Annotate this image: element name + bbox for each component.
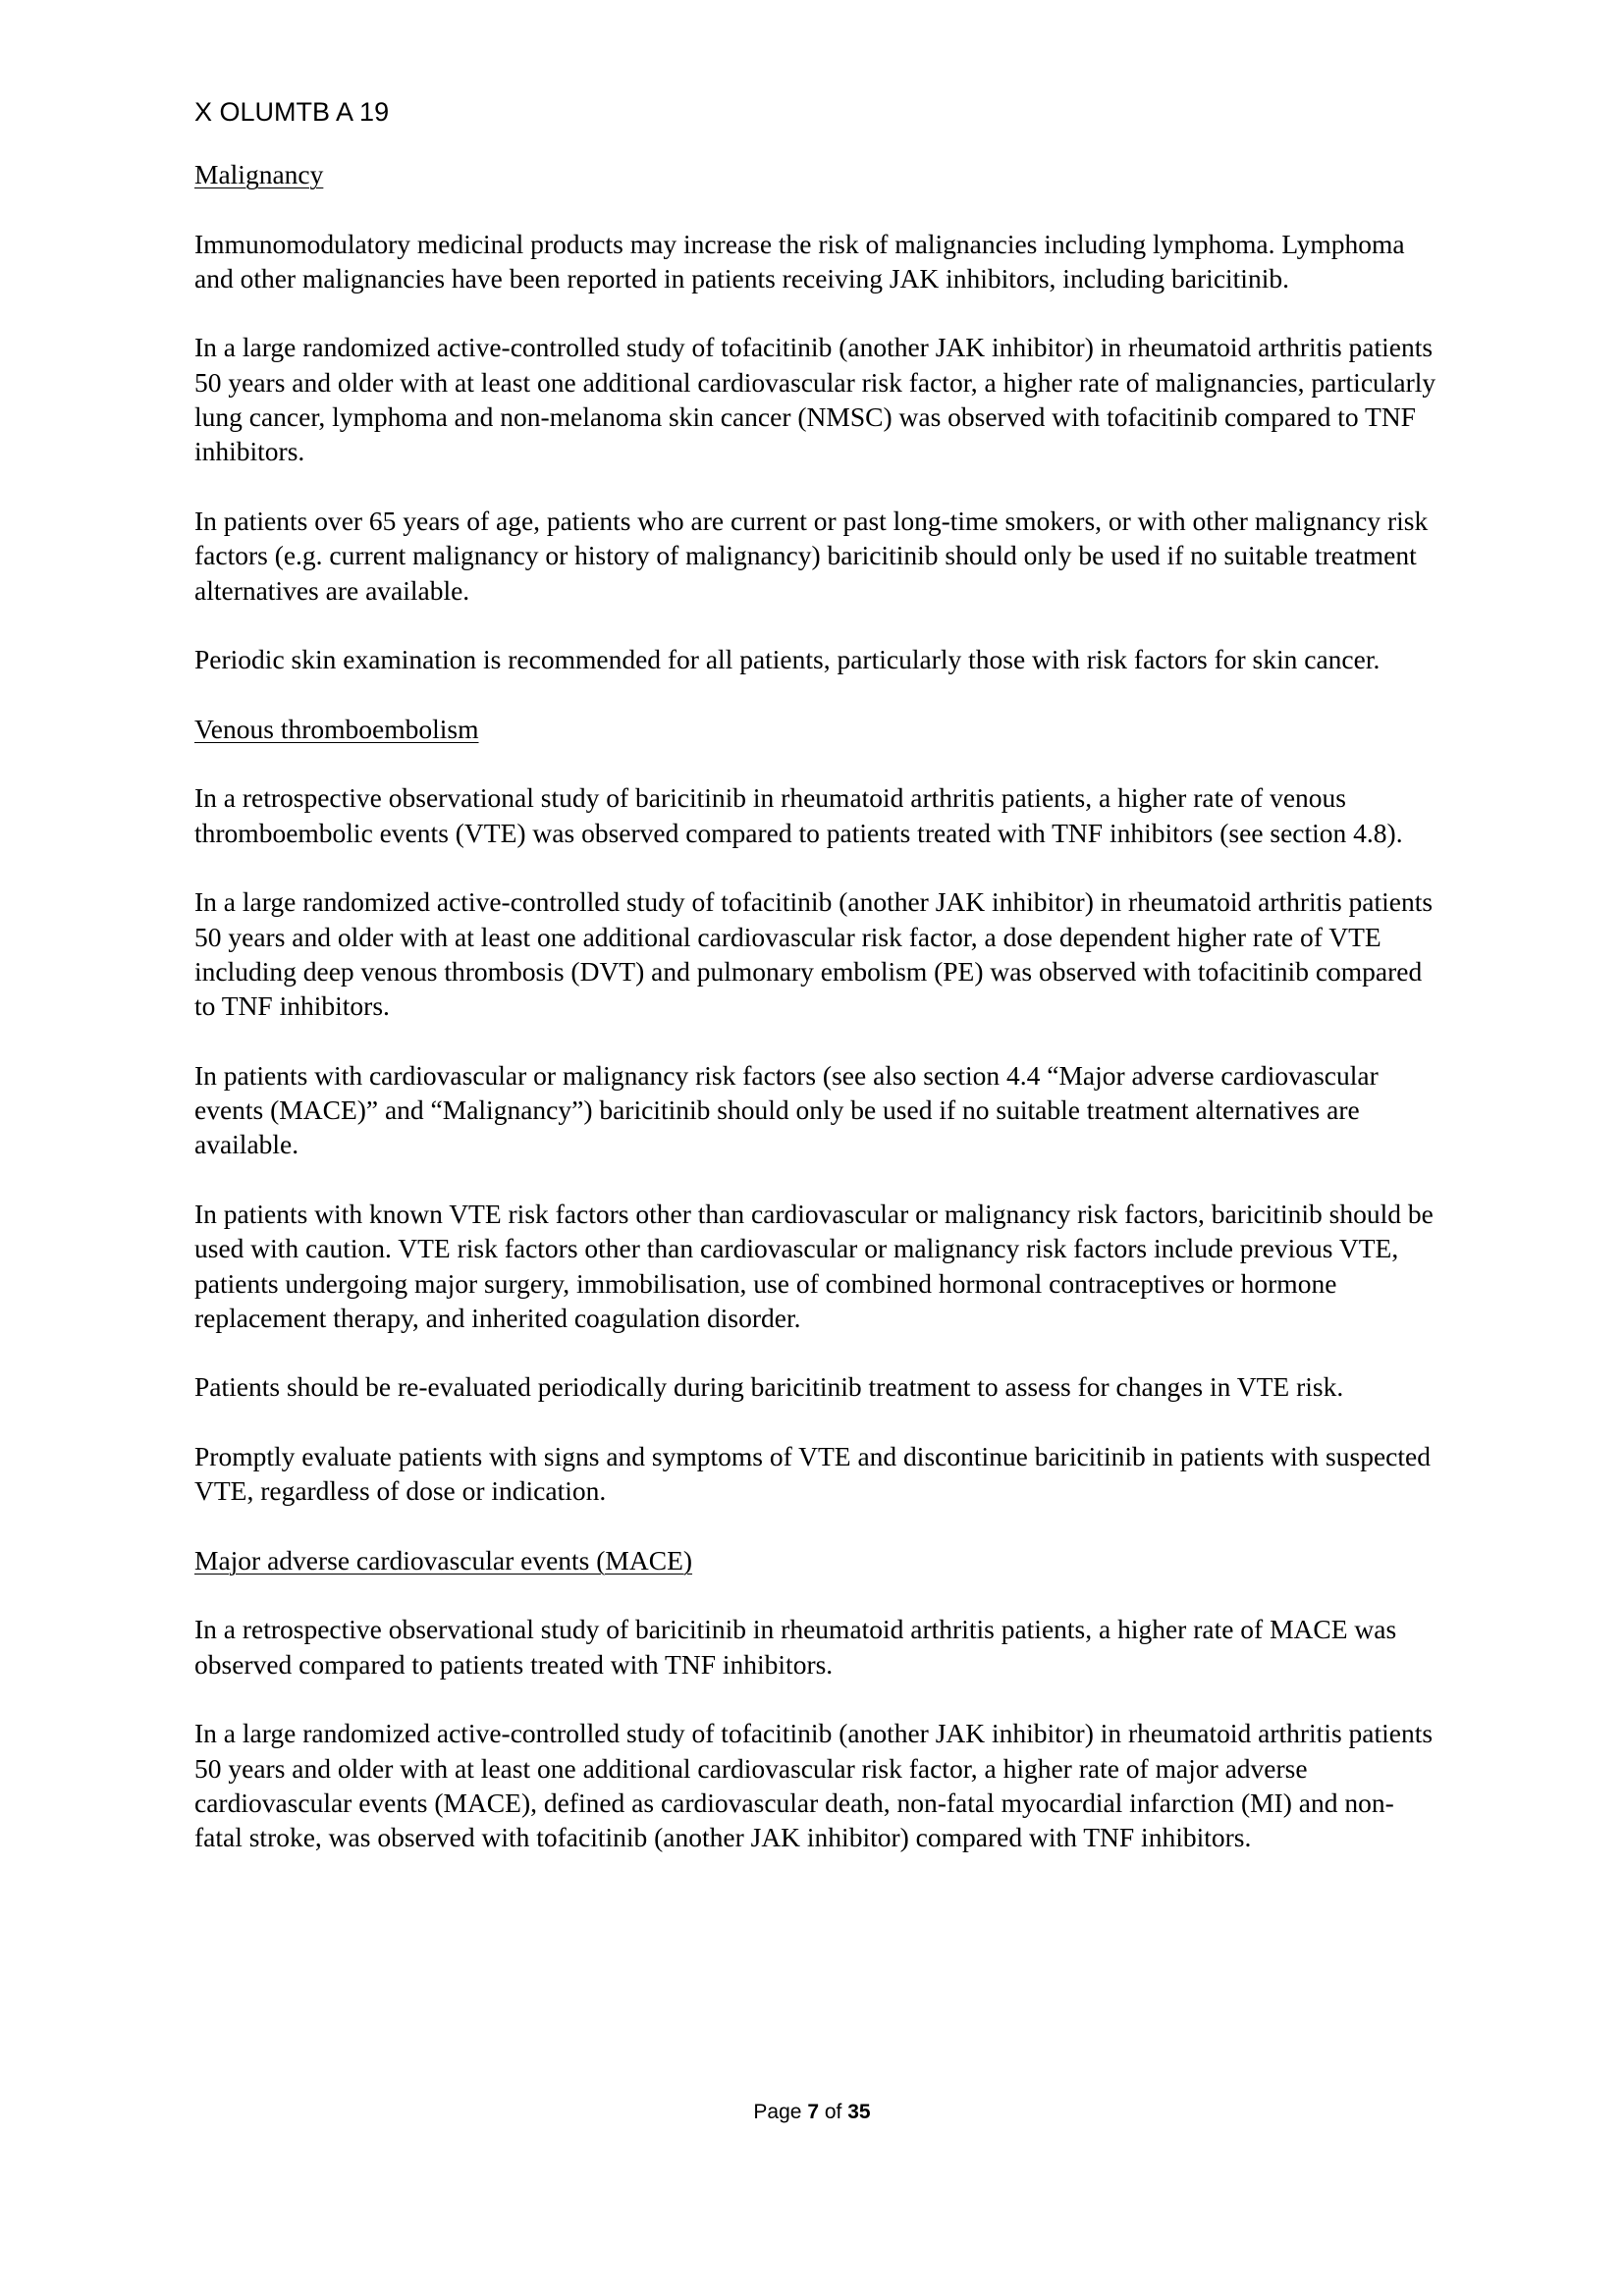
- page-total: 35: [847, 2101, 871, 2123]
- paragraph: Immunomodulatory medicinal products may increase the risk of malignancies including lymphoma. Lymphoma and other malignancies have been reported in patients receiving JAK inhibitors, including baricitinib.: [194, 228, 1405, 294]
- paragraph: Promptly evaluate patients with signs and symptoms of VTE and discontinue baricitinib in patients with suspected VTE, regardless of dose or indication.: [194, 1440, 1431, 1507]
- paragraph: In a large randomized active-controlled study of tofacitinib (another JAK inhibitor) in rheumatoid arthritis patients 50 years and older with at least one additional cardiovascular risk factor, a higher rate of major adverse cardiovascular events (MACE), defined as cardiovascular death, non-fatal myocardial infarction (MI) and non-fatal stroke, was observed with tofacitinib (another JAK inhibitor) compared with TNF inhibitors.: [194, 1718, 1434, 1853]
- section-heading: Venous thromboembolism: [194, 713, 479, 744]
- section-heading: Malignancy: [194, 159, 324, 189]
- paragraph: In a large randomized active-controlled study of tofacitinib (another JAK inhibitor) in rheumatoid arthritis patients 50 years and older with at least one additional cardiovascular risk factor, a higher rate of malignancies, particularly lung cancer, lymphoma and non-melanoma skin cancer (NMSC) was observed with tofacitinib compared to TNF inhibitors.: [194, 332, 1436, 467]
- document-body: [194, 157, 1441, 1890]
- section-heading: Major adverse cardiovascular events (MACE): [194, 1544, 693, 1575]
- section-malignancy: [194, 157, 1441, 676]
- page-footer: [0, 2101, 1624, 2124]
- page-number: 7: [807, 2101, 819, 2123]
- document-id-header: X OLUMTB A 19: [194, 97, 390, 127]
- page-of-label: of: [824, 2101, 842, 2123]
- paragraph: Periodic skin examination is recommended for all patients, particularly those with risk factors for skin cancer.: [194, 644, 1380, 675]
- paragraph: In a retrospective observational study of baricitinib in rheumatoid arthritis patients, a higher rate of MACE was observed compared to patients treated with TNF inhibitors.: [194, 1614, 1397, 1680]
- page-label: Page: [753, 2101, 802, 2123]
- paragraph: In patients with known VTE risk factors other than cardiovascular or malignancy risk factors, baricitinib should be used with caution. VTE risk factors other than cardiovascular or malignancy risk factors include previous VTE, patients undergoing major surgery, immobilisation, use of combined hormonal contraceptives or hormone replacement therapy, and inherited coagulation disorder.: [194, 1198, 1434, 1333]
- paragraph: In patients over 65 years of age, patients who are current or past long-time smokers, or with other malignancy risk factors (e.g. current malignancy or history of malignancy) baricitinib should only be used if no suitable treatment alternatives are available.: [194, 505, 1429, 606]
- paragraph: In a retrospective observational study of baricitinib in rheumatoid arthritis patients, a higher rate of venous thromboembolic events (VTE) was observed compared to patients treated with TNF inhibitors (see section 4.8).: [194, 782, 1403, 848]
- section-venous-thromboembolism: [194, 712, 1441, 1509]
- paragraph: In patients with cardiovascular or malignancy risk factors (see also section 4.4 “Major adverse cardiovascular events (MACE)” and “Malignancy”) baricitinib should only be used if no suitable treatment alternatives are available.: [194, 1059, 1379, 1160]
- paragraph: Patients should be re-evaluated periodically during baricitinib treatment to assess for changes in VTE risk.: [194, 1371, 1344, 1403]
- paragraph: In a large randomized active-controlled study of tofacitinib (another JAK inhibitor) in rheumatoid arthritis patients 50 years and older with at least one additional cardiovascular risk factor, a dose dependent higher rate of VTE including deep venous thrombosis (DVT) and pulmonary embolism (PE) was observed with tofacitinib compared to TNF inhibitors.: [194, 886, 1434, 1022]
- section-mace: [194, 1543, 1441, 1855]
